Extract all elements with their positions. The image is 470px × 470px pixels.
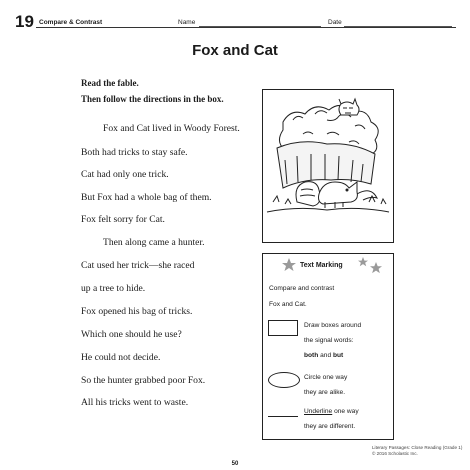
signal-word-both: both	[304, 352, 319, 359]
date-label: Date	[328, 19, 342, 26]
instruction-line: Fox and Cat.	[269, 301, 307, 308]
story-line: All his tricks went to waste.	[81, 397, 189, 408]
page-number-badge: 19	[15, 12, 34, 31]
instruction-line: Compare and contrast	[269, 285, 335, 292]
box-mark-sample	[268, 320, 298, 336]
story-line: But Fox had a whole bag of them.	[81, 192, 212, 203]
star-icon	[370, 262, 382, 274]
signal-word-but: but	[332, 352, 344, 359]
name-label: Name	[178, 19, 196, 26]
story-line: Which one should he use?	[81, 329, 182, 340]
box-step-line: the signal words:	[304, 337, 354, 344]
story-line: He could not decide.	[81, 352, 161, 363]
star-icon	[282, 258, 296, 272]
page-title: Fox and Cat	[192, 42, 278, 59]
story-line: Cat had only one trick.	[81, 169, 169, 180]
page-number: 50	[231, 461, 239, 467]
underline-step-line: they are different.	[304, 423, 356, 430]
underline-word: Underline	[304, 408, 333, 415]
footer-credit	[372, 445, 462, 457]
name-field-line[interactable]	[199, 26, 321, 27]
story-line: Both had tricks to stay safe.	[81, 147, 188, 158]
text-marking-title: Text Marking	[300, 262, 343, 269]
story-line: Fox felt sorry for Cat.	[81, 214, 165, 225]
footer-line-1: Literary Passages: Close Reading (Grade 1)	[372, 445, 463, 450]
circle-step-line: Circle one way	[304, 374, 348, 381]
intro-line-2: Then follow the directions in the box.	[81, 94, 224, 104]
underline-step-line	[304, 408, 359, 415]
footer-line-2: © 2016 Scholastic Inc.	[372, 451, 418, 456]
signal-word-joiner: and	[320, 352, 332, 359]
circle-step-line: they are alike.	[304, 389, 346, 396]
story-line: Cat used her trick—she raced	[81, 260, 195, 271]
skill-label: Compare & Contrast	[39, 19, 103, 26]
story-line: up a tree to hide.	[81, 283, 146, 294]
signal-words	[304, 352, 343, 359]
story-line: Fox and Cat lived in Woody Forest.	[103, 123, 240, 134]
underline-step-rest: one way	[332, 408, 359, 415]
star-icon	[358, 257, 368, 267]
story-illustration	[262, 89, 394, 243]
story-line: Fox opened his bag of tricks.	[81, 306, 193, 317]
date-field-line[interactable]	[344, 26, 452, 27]
box-step-line: Draw boxes around	[304, 322, 362, 329]
circle-mark-sample	[268, 372, 300, 388]
story-line: Then along came a hunter.	[103, 237, 205, 248]
header-rule	[36, 27, 456, 28]
underline-mark-sample	[268, 416, 298, 417]
intro-line-1: Read the fable.	[81, 78, 139, 88]
fox-and-cat-drawing	[263, 90, 393, 242]
story-line: So the hunter grabbed poor Fox.	[81, 375, 206, 386]
